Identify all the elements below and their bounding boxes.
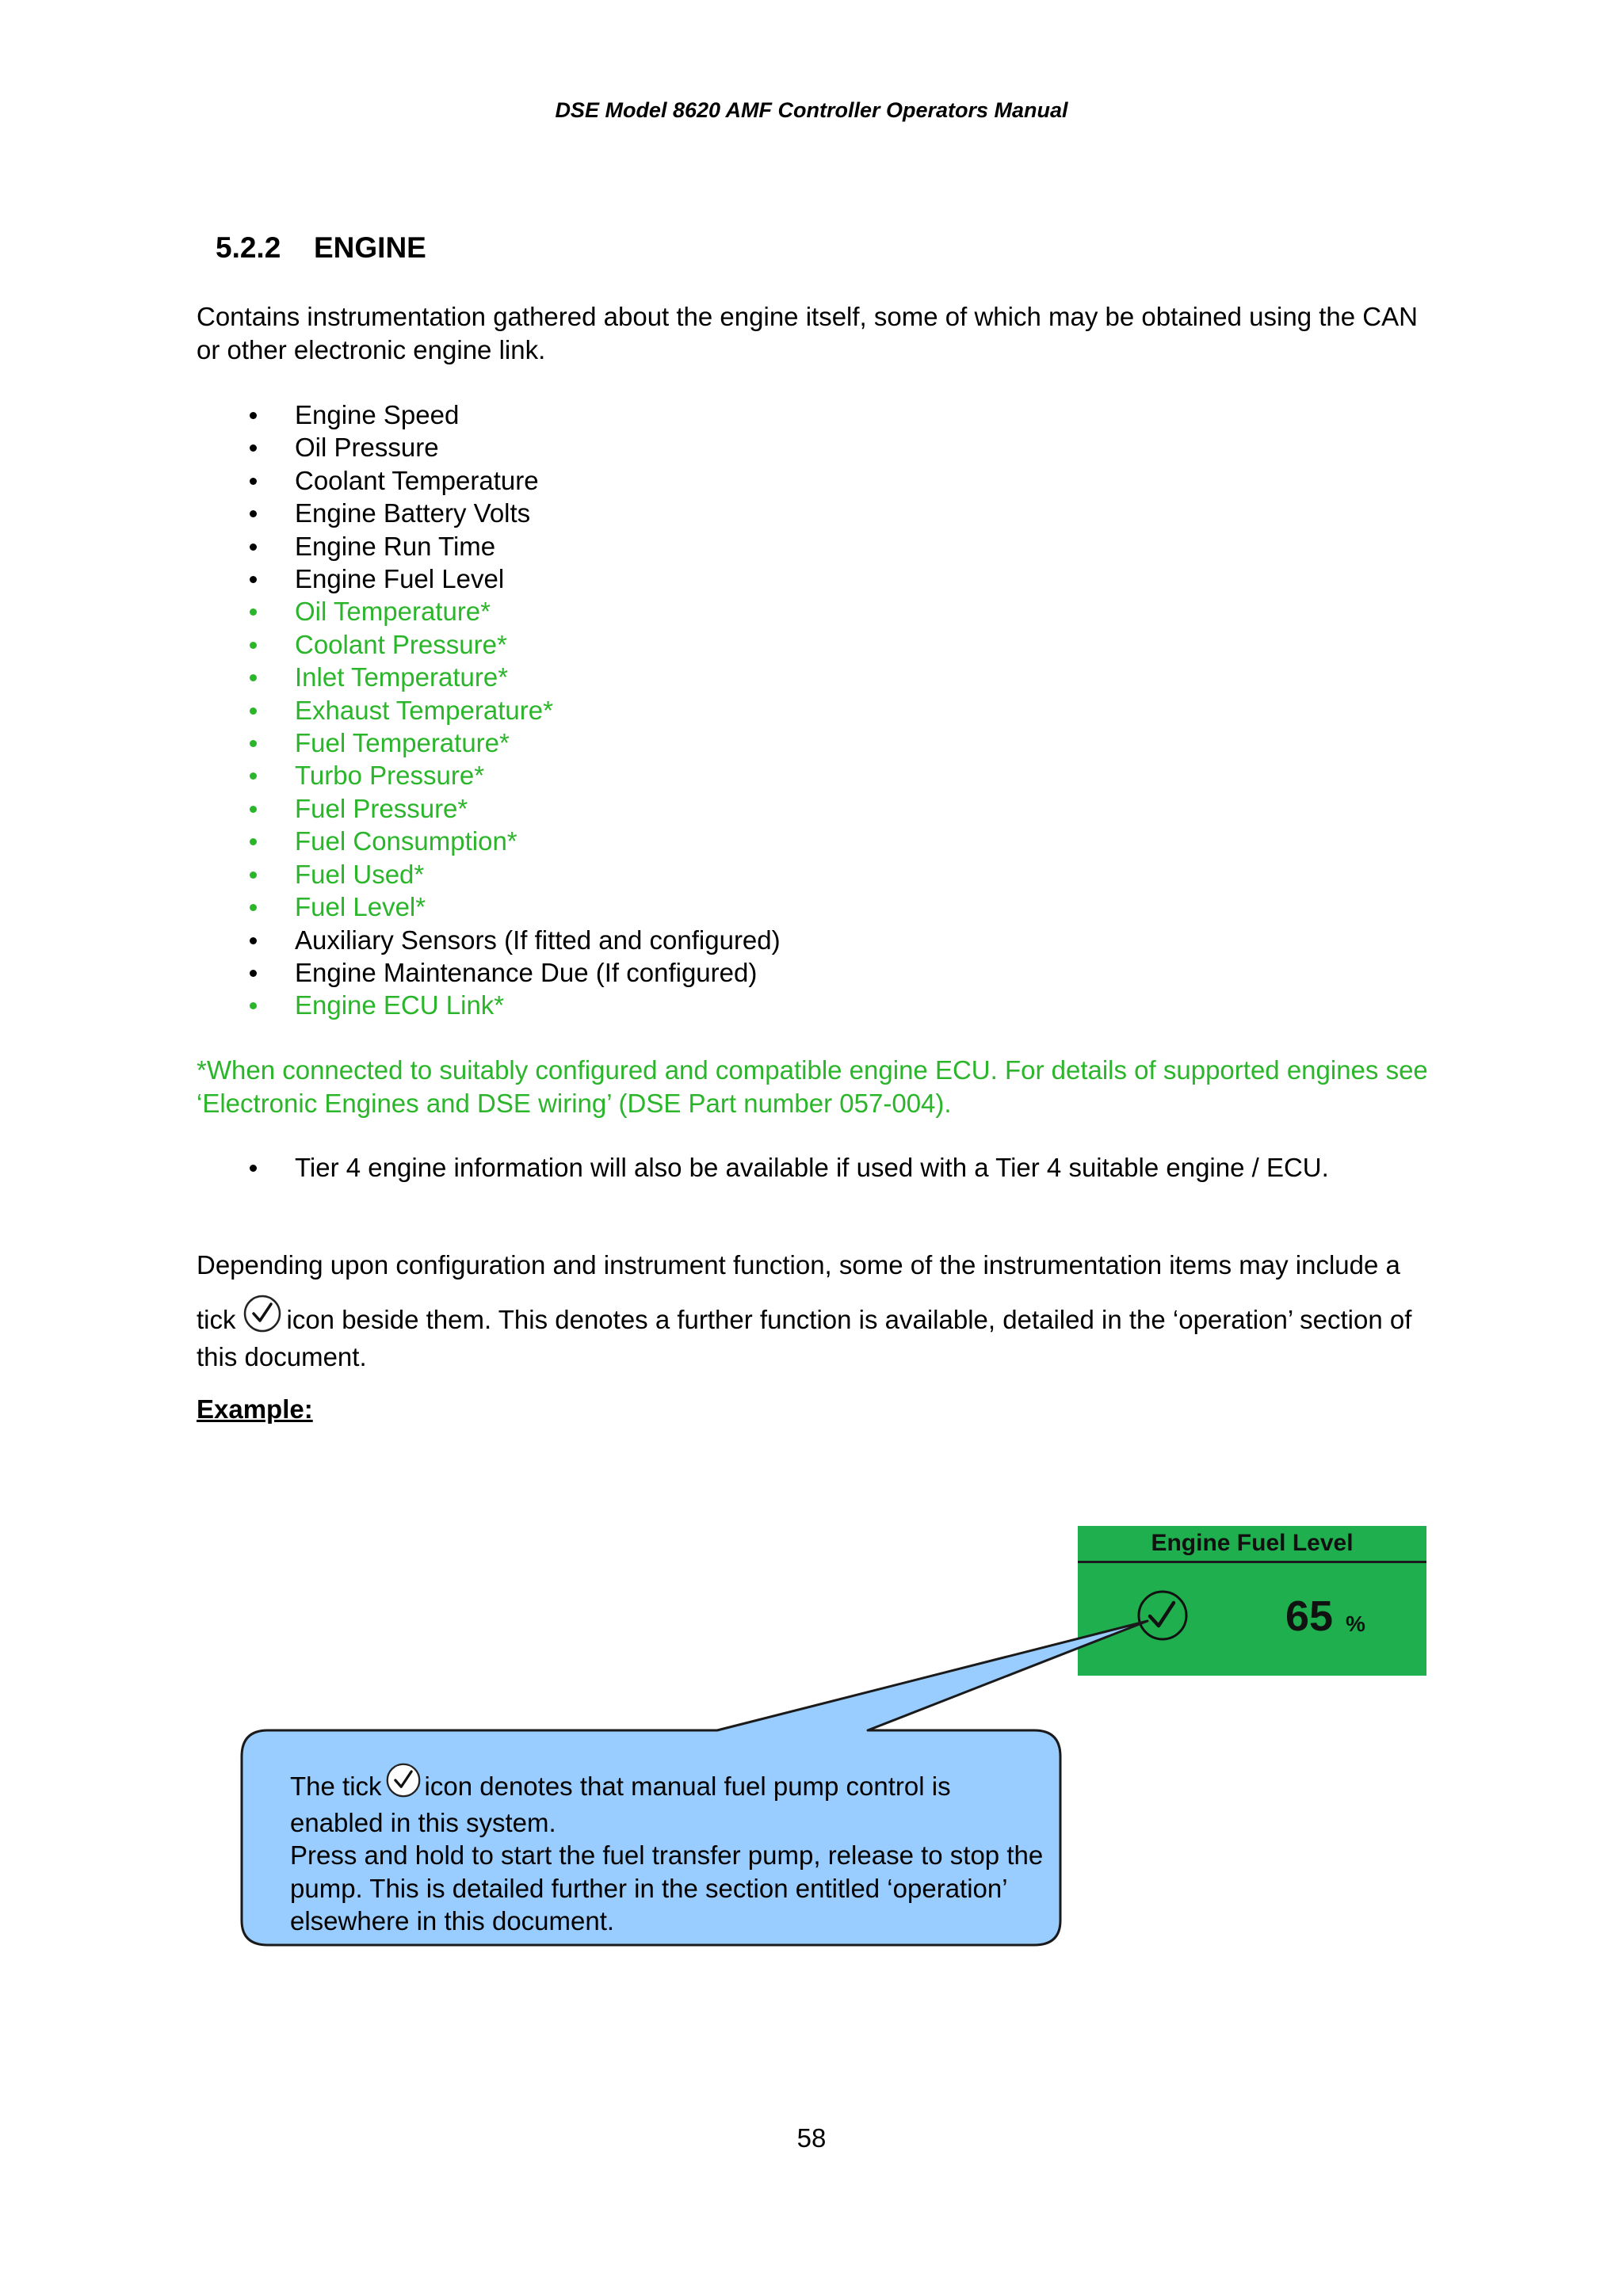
callout-text [290,1762,1051,1938]
tick-paragraph-part1: Depending upon configuration and instrument function, some of the instrumentation items may include a [197,1250,1400,1280]
callout-before-icon: The tick [290,1772,382,1801]
tick-circle-icon [385,1762,422,1806]
ecu-footnote: *When connected to suitably configured and compatible engine ECU. For details of supported engines see ‘Electronic Engines and DSE wiring’ (DSE Part number 057-004). [197,1055,1428,1118]
list-item: Fuel Consumption* [197,825,781,857]
list-item: Fuel Temperature* [197,727,781,759]
list-item: Oil Pressure [197,431,781,463]
list-item: Oil Temperature* [197,595,781,627]
fuel-level-unit: % [1346,1611,1365,1636]
list-item: Engine Run Time [197,530,781,563]
intro-paragraph: Contains instrumentation gathered about the engine itself, some of which may be obtained using the CAN or other electronic engine link. [197,302,1418,364]
section-number: 5.2.2 [216,231,281,264]
example-label: Example: [197,1394,313,1424]
fuel-level-value: 65 [1285,1592,1334,1640]
list-item: Engine Fuel Level [197,563,781,595]
page-header: DSE Model 8620 AMF Controller Operators Manual [555,98,1068,122]
list-item: Inlet Temperature* [197,661,781,693]
list-item: Engine Battery Volts [197,497,781,529]
list-item: Fuel Level* [197,891,781,923]
list-item: Exhaust Temperature* [197,694,781,727]
callout-line2: Press and hold to start the fuel transfer pump, release to stop the pump. This is detailed further in the section entitled ‘operation’ elsewhere in this document. [290,1840,1044,1936]
section-title: ENGINE [314,231,426,264]
callout-after-icon: icon denotes that manual fuel pump control is enabled in this system. [290,1772,951,1837]
list-item: Coolant Temperature [197,464,781,497]
list-item: Fuel Used* [197,858,781,891]
tier4-item: Tier 4 engine information will also be available if used with a Tier 4 suitable engine / ECU. [197,1151,1329,1184]
tick-paragraph-before: tick [197,1304,236,1334]
page-number: 58 [796,2123,827,2153]
list-item: Engine Maintenance Due (If configured) [197,956,781,989]
list-item: Coolant Pressure* [197,628,781,661]
fuel-panel-title: Engine Fuel Level [1078,1526,1426,1563]
list-item: Engine Speed [197,399,781,431]
list-item: Turbo Pressure* [197,759,781,791]
list-item: Fuel Pressure* [197,792,781,825]
tick-paragraph-after: icon beside them. This denotes a further function is available, detailed in the ‘operation’ section of this document. [197,1304,1412,1371]
list-item: Engine ECU Link* [197,989,781,1021]
list-item: Auxiliary Sensors (If fitted and configured) [197,924,781,956]
